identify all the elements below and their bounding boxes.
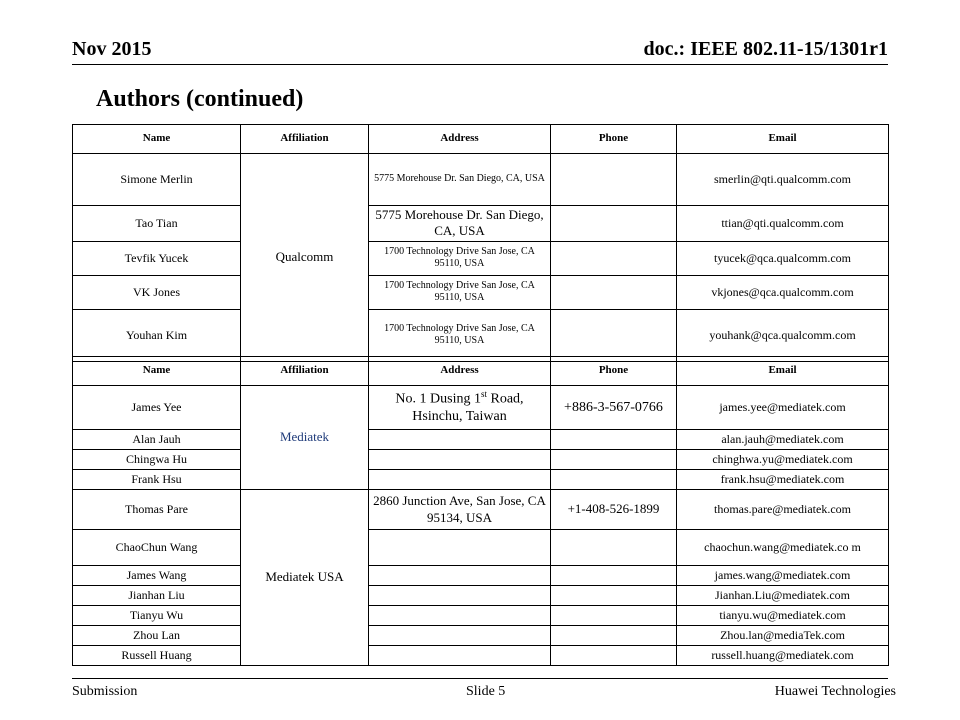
col-header-address: Address [369,357,551,386]
author-address [369,530,551,566]
author-phone [551,606,677,626]
author-email: vkjones@qca.qualcomm.com [677,275,889,309]
col-header-name: Name [73,125,241,154]
author-phone [551,566,677,586]
author-phone [551,586,677,606]
table-row [73,606,889,626]
col-header-name: Name [73,357,241,386]
footer-rule [72,678,888,679]
table-row [73,586,889,606]
author-email: ttian@qti.qualcomm.com [677,206,889,242]
author-email: Jianhan.Liu@mediatek.com [677,586,889,606]
author-phone: +886-3-567-0766 [551,386,677,430]
author-address [369,626,551,646]
authors-table-mediatek [72,356,889,666]
footer-organization: Huawei Technologies [774,684,896,699]
table-row [73,646,889,666]
footer-slide-number: Slide 5 [466,684,506,699]
address-text: No. 1 Dusing 1 [395,391,481,407]
table-row [73,206,889,242]
author-name: Russell Huang [73,646,241,666]
author-name: Tianyu Wu [73,606,241,626]
header-date: Nov 2015 [72,38,152,60]
author-email: Zhou.lan@mediaTek.com [677,626,889,646]
author-phone [551,275,677,309]
author-address: 5775 Morehouse Dr. San Diego, CA, USA [369,154,551,206]
col-header-address: Address [369,125,551,154]
author-phone [551,626,677,646]
author-phone [551,450,677,470]
author-name: James Wang [73,566,241,586]
author-phone [551,470,677,490]
header-rule [72,64,888,65]
table-row [73,530,889,566]
table-row [73,430,889,450]
author-phone [551,206,677,242]
col-header-phone: Phone [551,357,677,386]
author-address: 1700 Technology Drive San Jose, CA 95110, USA [369,309,551,361]
author-name: James Yee [73,386,241,430]
author-name: ChaoChun Wang [73,530,241,566]
table-row [73,241,889,275]
col-header-affiliation: Affiliation [241,357,369,386]
table-row [73,275,889,309]
author-email: russell.huang@mediatek.com [677,646,889,666]
authors-table-qualcomm [72,124,889,362]
author-email: thomas.pare@mediatek.com [677,490,889,530]
author-name: Simone Merlin [73,154,241,206]
author-email: youhank@qca.qualcomm.com [677,309,889,361]
table-row [73,386,889,430]
author-email: james.yee@mediatek.com [677,386,889,430]
author-email: smerlin@qti.qualcomm.com [677,154,889,206]
author-phone [551,241,677,275]
author-address [369,430,551,450]
author-email: tyucek@qca.qualcomm.com [677,241,889,275]
author-name: VK Jones [73,275,241,309]
col-header-email: Email [677,357,889,386]
table-row [73,470,889,490]
author-address: 5775 Morehouse Dr. San Diego, CA, USA [369,206,551,242]
author-address: 2860 Junction Ave, San Jose, CA 95134, USA [369,490,551,530]
author-address [369,386,551,430]
author-address [369,606,551,626]
author-email: chinghwa.yu@mediatek.com [677,450,889,470]
table-row [73,566,889,586]
table-row [73,450,889,470]
author-address [369,450,551,470]
col-header-email: Email [677,125,889,154]
table-header-row [73,357,889,386]
table-row [73,154,889,206]
author-phone [551,530,677,566]
author-name: Youhan Kim [73,309,241,361]
author-email: alan.jauh@mediatek.com [677,430,889,450]
slide-title: Authors (continued) [96,86,304,112]
author-address [369,566,551,586]
author-name: Tao Tian [73,206,241,242]
author-name: Frank Hsu [73,470,241,490]
author-address: 1700 Technology Drive San Jose, CA 95110, USA [369,241,551,275]
author-phone [551,646,677,666]
table-row [73,490,889,530]
author-name: Tevfik Yucek [73,241,241,275]
author-address [369,470,551,490]
address-text: Road, Hsinchu, Taiwan [412,391,524,425]
author-name: Alan Jauh [73,430,241,450]
author-phone [551,309,677,361]
author-address: 1700 Technology Drive San Jose, CA 95110, USA [369,275,551,309]
author-phone: +1-408-526-1899 [551,490,677,530]
author-email: frank.hsu@mediatek.com [677,470,889,490]
header-doc-id: doc.: IEEE 802.11-15/1301r1 [643,38,888,60]
author-phone [551,430,677,450]
author-phone [551,154,677,206]
table-row [73,309,889,361]
col-header-phone: Phone [551,125,677,154]
affiliation-cell: Mediatek USA [241,490,369,666]
table-row [73,626,889,646]
col-header-affiliation: Affiliation [241,125,369,154]
author-name: Thomas Pare [73,490,241,530]
address-superscript: st [480,389,487,400]
affiliation-cell: Mediatek [241,386,369,490]
affiliation-cell: Qualcomm [241,154,369,362]
author-name: Zhou Lan [73,626,241,646]
author-address [369,646,551,666]
author-name: Chingwa Hu [73,450,241,470]
footer-submission: Submission [72,684,138,699]
table-header-row [73,125,889,154]
author-email: james.wang@mediatek.com [677,566,889,586]
author-name: Jianhan Liu [73,586,241,606]
author-email: chaochun.wang@mediatek.co m [677,530,889,566]
author-address [369,586,551,606]
author-email: tianyu.wu@mediatek.com [677,606,889,626]
